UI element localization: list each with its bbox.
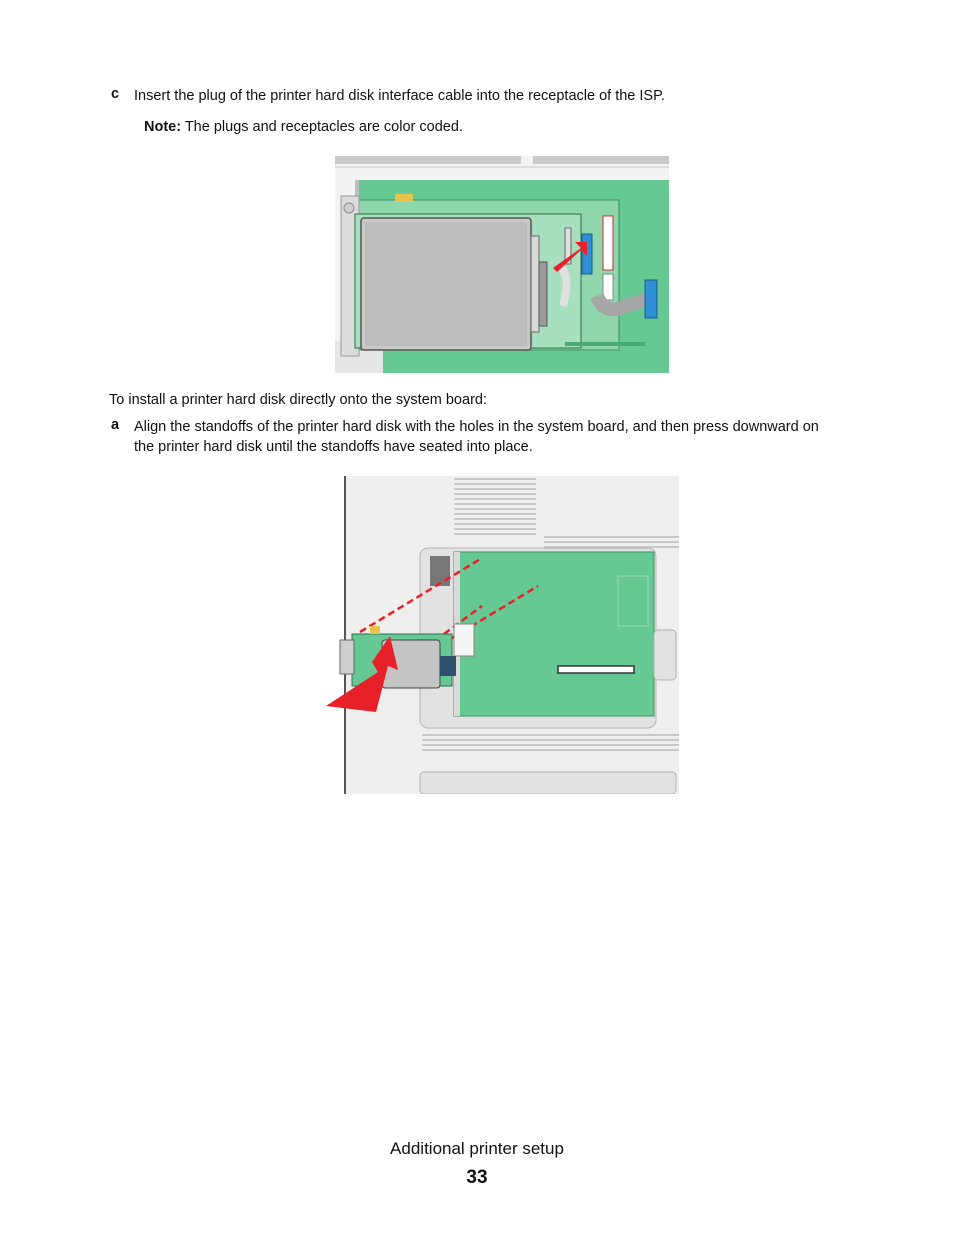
note [144, 117, 463, 137]
page-number: 33 [466, 1167, 488, 1188]
isp-cable-illustration [335, 156, 669, 373]
step-letter-a: a [111, 417, 120, 433]
step-a-line2: the printer hard disk until the standoffs have seated into place. [134, 439, 533, 455]
intro-text: To install a printer hard disk directly onto the system board: [109, 392, 487, 408]
footer-title: Additional printer setup [390, 1139, 564, 1158]
step-letter-c: c [111, 86, 120, 102]
system-board-illustration [326, 476, 679, 794]
note-label: Note: [144, 119, 182, 135]
figure-system-board [326, 476, 679, 794]
figure-isp-cable [335, 156, 669, 373]
note-text: The plugs and receptacles are color coded. [181, 119, 463, 135]
step-a-line1: Align the standoffs of the printer hard disk with the holes in the system board, and then press downward on [134, 419, 819, 435]
step-c-text: Insert the plug of the printer hard disk interface cable into the receptacle of the ISP. [134, 88, 665, 104]
